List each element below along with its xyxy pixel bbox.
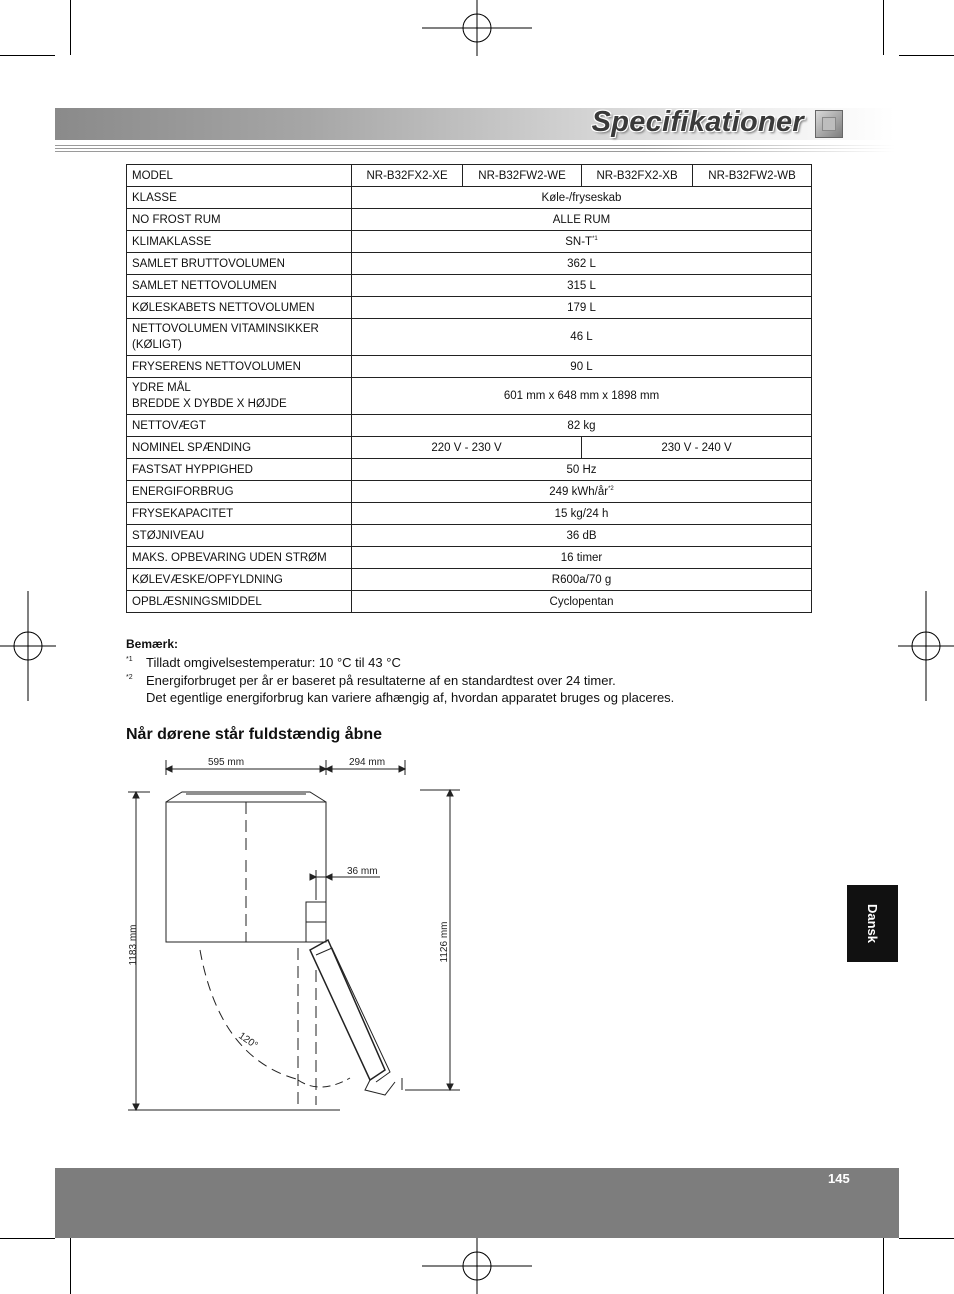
row-label-cell — [127, 378, 352, 415]
row-value: Cyclopentan — [352, 591, 812, 613]
row-value-cell — [352, 481, 812, 503]
language-tab-label: Dansk — [865, 903, 880, 944]
row-value: 36 dB — [352, 525, 812, 547]
registration-mark-right — [898, 591, 954, 701]
row-value: Køle-/fryseskab — [352, 187, 812, 209]
row-value: ALLE RUM — [352, 209, 812, 231]
row-label: ENERGIFORBRUG — [127, 481, 352, 503]
row-label: SAMLET NETTOVOLUMEN — [127, 275, 352, 297]
footer-band — [55, 1168, 899, 1238]
row-value: 315 L — [352, 275, 812, 297]
note-mark: *2 — [126, 674, 133, 681]
registration-mark-top — [422, 0, 532, 56]
table-row — [127, 187, 812, 209]
row-label: FRYSERENS NETTOVOLUMEN — [127, 356, 352, 378]
row-value: 220 V - 230 V — [352, 437, 582, 459]
door-opening-diagram — [120, 750, 470, 1120]
table-row — [127, 209, 812, 231]
note-text: Tilladt omgivelsestemperatur: 10 °C til 43 °C — [146, 655, 401, 670]
row-label-line: BREDDE X DYBDE X HØJDE — [132, 398, 287, 410]
registration-mark-bottom — [422, 1238, 532, 1294]
title-square-inner-icon — [822, 117, 836, 131]
table-row — [127, 569, 812, 591]
page-number: 145 — [828, 1171, 850, 1186]
row-value: 362 L — [352, 253, 812, 275]
row-label: NO FROST RUM — [127, 209, 352, 231]
table-row — [127, 591, 812, 613]
notes-heading: Bemærk: — [126, 637, 179, 651]
registration-mark-left — [0, 591, 56, 701]
row-value: 249 kWh/år — [549, 485, 609, 498]
note-mark: *1 — [126, 656, 133, 663]
model-cell: NR-B32FX2-XE — [352, 165, 463, 187]
table-row — [127, 297, 812, 319]
section-heading: Når dørene står fuldstændig åbne — [126, 726, 383, 743]
dimension-door-depth-label: 294 mm — [348, 757, 386, 768]
row-value-cell — [352, 231, 812, 253]
page-title: Specifikationer — [591, 106, 804, 138]
table-row — [127, 275, 812, 297]
row-label-line: YDRE MÅL — [132, 382, 191, 394]
model-cell: NR-B32FW2-WE — [463, 165, 582, 187]
table-row — [127, 481, 812, 503]
dimension-hinge-offset-label: 36 mm — [347, 866, 378, 877]
footnote-ref: *1 — [592, 235, 598, 242]
note-text: Det egentlige energiforbrug kan variere afhængig af, hvordan apparatet bruges og placeres. — [146, 690, 675, 705]
row-value: 90 L — [352, 356, 812, 378]
dimension-height-door-label: 1126 mm — [439, 921, 450, 963]
table-row-model — [127, 165, 812, 187]
row-label: MAKS. OPBEVARING UDEN STRØM — [127, 547, 352, 569]
table-row — [127, 547, 812, 569]
row-value: 15 kg/24 h — [352, 503, 812, 525]
row-label-line: (KØLIGT) — [132, 339, 182, 351]
row-label: MODEL — [127, 165, 352, 187]
row-value: 179 L — [352, 297, 812, 319]
language-tab — [847, 885, 898, 962]
row-value: 230 V - 240 V — [581, 437, 811, 459]
row-value: 601 mm x 648 mm x 1898 mm — [352, 378, 812, 415]
row-label-cell — [127, 319, 352, 356]
spec-table — [126, 164, 812, 613]
row-label: KLASSE — [127, 187, 352, 209]
table-row — [127, 356, 812, 378]
row-value: SN-T — [565, 235, 593, 248]
row-label: FASTSAT HYPPIGHED — [127, 459, 352, 481]
row-label: SAMLET BRUTTOVOLUMEN — [127, 253, 352, 275]
table-row — [127, 231, 812, 253]
table-row — [127, 253, 812, 275]
table-row — [127, 319, 812, 356]
row-label: FRYSEKAPACITET — [127, 503, 352, 525]
model-cell: NR-B32FW2-WB — [693, 165, 812, 187]
table-row — [127, 415, 812, 437]
row-value: 16 timer — [352, 547, 812, 569]
row-label-line: NETTOVOLUMEN VITAMINSIKKER — [132, 323, 319, 335]
row-label: KLIMAKLASSE — [127, 231, 352, 253]
row-value: R600a/70 g — [352, 569, 812, 591]
dimension-height-total-label: 1183 mm — [128, 924, 139, 966]
footnote-ref: *2 — [608, 485, 614, 492]
table-row — [127, 437, 812, 459]
model-cell: NR-B32FX2-XB — [581, 165, 692, 187]
note-text: Energiforbruget per år er baseret på resultaterne af en standardtest over 24 timer. — [146, 673, 616, 688]
table-row — [127, 378, 812, 415]
row-label: KØLESKABETS NETTOVOLUMEN — [127, 297, 352, 319]
door-angle-label: 120° — [236, 1030, 260, 1052]
row-label: OPBLÆSNINGSMIDDEL — [127, 591, 352, 613]
row-value: 50 Hz — [352, 459, 812, 481]
table-row — [127, 525, 812, 547]
row-label: NETTOVÆGT — [127, 415, 352, 437]
row-value: 82 kg — [352, 415, 812, 437]
dimension-width-label: 595 mm — [207, 757, 245, 768]
row-label: KØLEVÆSKE/OPFYLDNING — [127, 569, 352, 591]
row-label: STØJNIVEAU — [127, 525, 352, 547]
row-value: 46 L — [352, 319, 812, 356]
table-row — [127, 503, 812, 525]
table-row — [127, 459, 812, 481]
header-stripe — [55, 145, 895, 153]
row-label: NOMINEL SPÆNDING — [127, 437, 352, 459]
